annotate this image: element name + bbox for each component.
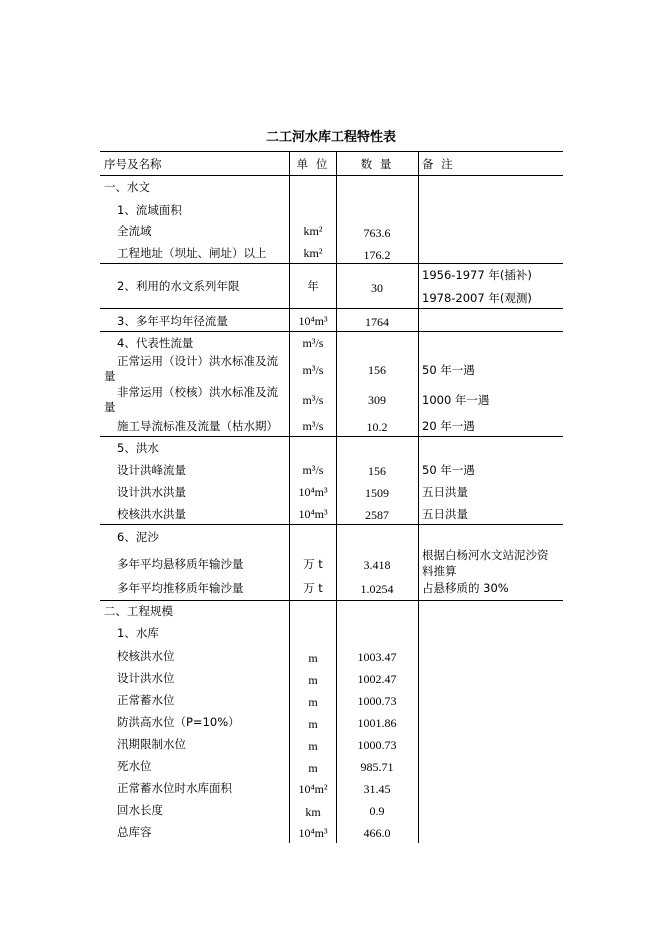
row-name: 防洪高水位（P=10%） xyxy=(117,715,240,729)
row-note: 1956-1977 年(插补) xyxy=(422,268,532,282)
row-value: 2587 xyxy=(365,508,389,522)
row-unit: 10⁴m² xyxy=(298,782,328,796)
row-note: 料推算 xyxy=(422,564,457,578)
row-name: 非常运用（校核）洪水标准及流 xyxy=(117,385,278,399)
column-rule xyxy=(418,151,419,843)
row-value: 1.0254 xyxy=(360,582,394,596)
header-name: 序号及名称 xyxy=(104,157,162,171)
section-heading: 二、工程规模 xyxy=(104,604,173,618)
row-note: 50 年一遇 xyxy=(422,363,475,377)
row-unit: km xyxy=(305,805,321,819)
header-unit: 单 位 xyxy=(296,157,330,171)
row-unit: m xyxy=(308,651,318,665)
header-rule xyxy=(100,175,563,176)
row-value: 1002.47 xyxy=(357,672,397,686)
row-name: 6、泥沙 xyxy=(117,530,159,544)
row-value: 156 xyxy=(368,363,386,377)
row-value: 1509 xyxy=(365,486,389,500)
row-name: 总库容 xyxy=(117,825,152,839)
row-rule xyxy=(100,331,563,332)
row-unit: m³/s xyxy=(302,419,324,433)
section-heading: 一、水文 xyxy=(104,180,150,194)
row-unit: m³/s xyxy=(302,336,324,350)
row-name: 死水位 xyxy=(117,759,152,773)
row-value: 466.0 xyxy=(363,826,391,840)
row-value: 309 xyxy=(368,393,386,407)
row-unit: m³/s xyxy=(302,463,324,477)
row-name: 1、流域面积 xyxy=(117,203,182,217)
row-name: 正常运用（设计）洪水标准及流 xyxy=(117,354,278,368)
row-note: 20 年一遇 xyxy=(422,419,475,433)
row-unit: 万 t xyxy=(303,557,323,571)
row-note: 占悬移质的 30% xyxy=(422,581,509,595)
row-rule xyxy=(100,263,563,264)
row-value: 763.6 xyxy=(363,226,391,240)
row-name: 设计洪水位 xyxy=(117,671,175,685)
row-value: 985.71 xyxy=(360,760,394,774)
row-rule xyxy=(100,436,563,437)
row-rule xyxy=(100,600,563,601)
row-unit: m³/s xyxy=(302,393,324,407)
row-name: 3、多年平均年径流量 xyxy=(117,314,228,328)
row-value: 10.2 xyxy=(366,420,388,434)
row-name: 工程地址（坝址、闸址）以上 xyxy=(117,246,267,260)
row-unit: 10⁴m³ xyxy=(298,485,328,499)
row-name: 5、洪水 xyxy=(117,441,159,455)
header-quantity: 数 量 xyxy=(360,157,394,171)
row-unit: 年 xyxy=(307,279,319,293)
row-name: 多年平均悬移质年输沙量 xyxy=(117,557,244,571)
row-note: 五日洪量 xyxy=(422,485,468,499)
row-name: 多年平均推移质年输沙量 xyxy=(117,581,244,595)
row-name-wrap: 量 xyxy=(104,400,116,414)
row-name-wrap: 量 xyxy=(104,369,116,383)
row-value: 0.9 xyxy=(369,804,385,818)
row-unit: km² xyxy=(303,246,323,260)
table-top-rule xyxy=(100,151,563,152)
row-value: 1003.47 xyxy=(357,650,397,664)
row-unit: 10⁴m³ xyxy=(298,314,328,328)
row-unit: 万 t xyxy=(303,581,323,595)
row-unit: m xyxy=(308,739,318,753)
header-note: 备 注 xyxy=(422,157,455,171)
row-unit: m xyxy=(308,673,318,687)
row-name: 汛期限制水位 xyxy=(117,737,186,751)
row-name: 正常蓄水位时水库面积 xyxy=(117,781,232,795)
row-note: 50 年一遇 xyxy=(422,463,475,477)
row-name: 正常蓄水位 xyxy=(117,693,175,707)
row-unit: m xyxy=(308,695,318,709)
row-name: 校核洪水洪量 xyxy=(117,507,186,521)
row-name: 设计洪峰流量 xyxy=(117,463,186,477)
row-name: 校核洪水位 xyxy=(117,649,175,663)
row-unit: m xyxy=(308,761,318,775)
row-value: 31.45 xyxy=(363,782,391,796)
row-name: 施工导流标准及流量（枯水期） xyxy=(117,419,278,433)
page-title: 二工河水库工程特性表 xyxy=(265,130,396,145)
row-value: 176.2 xyxy=(363,248,391,262)
row-name: 4、代表性流量 xyxy=(117,336,194,350)
row-unit: m³/s xyxy=(302,363,324,377)
row-value: 30 xyxy=(371,281,383,295)
row-note: 1000 年一遇 xyxy=(422,393,490,407)
row-name: 1、水库 xyxy=(117,626,159,640)
row-name: 2、利用的水文系列年限 xyxy=(117,279,240,293)
row-note: 1978-2007 年(观测) xyxy=(422,291,532,305)
row-unit: m xyxy=(308,717,318,731)
row-name: 全流域 xyxy=(117,224,152,238)
row-value: 1000.73 xyxy=(357,694,397,708)
row-value: 1000.73 xyxy=(357,738,397,752)
row-value: 3.418 xyxy=(363,558,391,572)
row-rule xyxy=(100,524,563,525)
row-name: 回水长度 xyxy=(117,803,163,817)
row-unit: 10⁴m³ xyxy=(298,826,328,840)
row-name: 设计洪水洪量 xyxy=(117,485,186,499)
row-unit: 10⁴m³ xyxy=(298,507,328,521)
row-rule xyxy=(100,308,563,309)
row-value: 156 xyxy=(368,464,386,478)
row-unit: km² xyxy=(303,224,323,238)
row-value: 1001.86 xyxy=(357,716,397,730)
row-note: 根据白杨河水文站泥沙资 xyxy=(422,548,549,562)
row-value: 1764 xyxy=(365,315,389,329)
row-note: 五日洪量 xyxy=(422,507,468,521)
